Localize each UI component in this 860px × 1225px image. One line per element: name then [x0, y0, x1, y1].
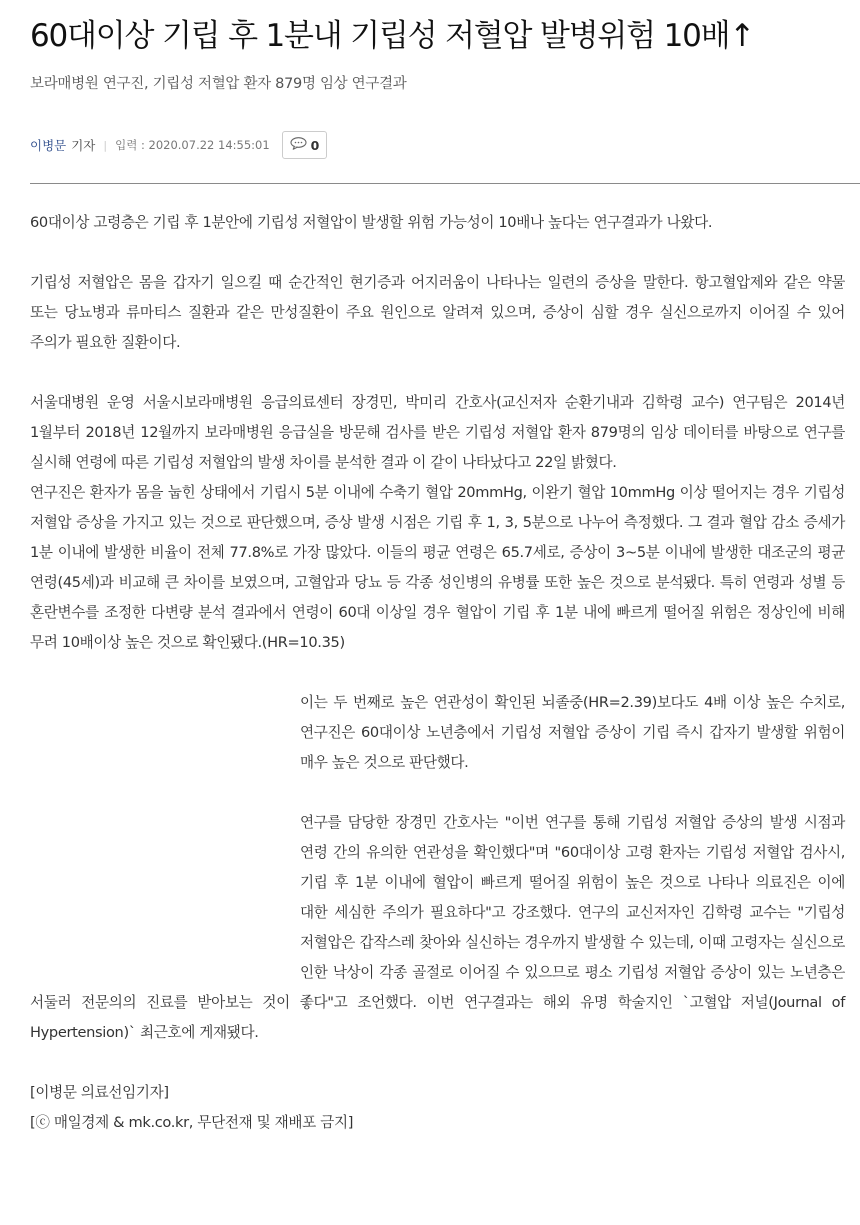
article-paragraph: 연구를 담당한 장경민 간호사는 "이번 연구를 통해 기립성 저혈압 증상의 발생 시점과 연령 간의 유의한 연관성을 확인했다"며 "60대이상 고령 환자는 기립성 저혈압 검사시, 기립 후 1분 이내에 혈압이 빠르게 떨어질 위험이 높은 것으로 나타나 의료진은 이에 대한 세심한 주의가 필요하다"고 강조했다. 연구의 교신저자인 김학령 교수는 "기립성 저혈압은 갑작스레 찾아와 실신하는 경우까지 발생할 수 있는데, 이때 고령자는 실신으로 인한 낙상이 각종 골절로 이어질 수 있으므로 평소 기립성 저혈압 증상이 있는 노년층은 서둘러 전문의의 진료를 받아보는 것이 좋다"고 조언했다. 이번 연구결과는 해외 유명 학술지인 `고혈압 저널(Journal of Hypertension)` 최근호에 게재됐다. — [30, 814, 845, 1041]
ad-placeholder — [30, 634, 300, 964]
publish-date: 입력 : 2020.07.22 14:55:01 — [115, 138, 270, 152]
author-name[interactable]: 이병문 — [30, 138, 67, 153]
article-paragraph: 60대이상 고령층은 기립 후 1분안에 기립성 저혈압이 발생할 위험 가능성이 10배나 높다는 연구결과가 나왔다. — [30, 214, 713, 231]
comment-count: 0 — [310, 137, 320, 153]
article-paragraph: 기립성 저혈압은 몸을 갑자기 일으킬 때 순간적인 현기증과 어지러움이 나타나는 일련의 증상을 말한다. 항고혈압제와 같은 약물 또는 당뇨병과 류마티스 질환과 같은 만성질환이 주요 원인으로 알려져 있으며, 증상이 심할 경우 실신으로까지 이어질 수 있어 주의가 필요한 질환이다. — [30, 274, 845, 351]
article-body — [30, 208, 845, 1138]
comment-button[interactable] — [282, 131, 328, 159]
article-subtitle: 보라매병원 연구진, 기립성 저혈압 환자 879명 임상 연구결과 — [30, 76, 407, 92]
speech-bubble-icon — [290, 137, 307, 153]
header-divider — [30, 183, 860, 184]
article-paragraph: 서울대병원 운영 서울시보라매병원 응급의료센터 장경민, 박미리 간호사(교신저자 순환기내과 김학령 교수) 연구팀은 2014년 1월부터 2018년 12월까지 보라매병원 응급실을 방문해 검사를 받은 기립성 저혈압 환자 879명의 임상 데이터를 바탕으로 연구를 실시해 연령에 따른 기립성 저혈압의 발생 차이를 분석한 결과 이 같이 나타났다고 22일 밝혔다. — [30, 394, 845, 471]
byline-separator: | — [103, 138, 108, 152]
article-paragraph: 이는 두 번째로 높은 연관성이 확인된 뇌졸중(HR=2.39)보다도 4배 이상 높은 수치로, 연구진은 60대이상 노년층에서 기립성 저혈압 증상이 기립 즉시 갑자기 발생할 위험이 매우 높은 것으로 판단했다. — [300, 694, 845, 771]
byline — [30, 129, 327, 161]
article-headline: 60대이상 기립 후 1분내 기립성 저혈압 발병위험 10배↑ — [30, 18, 755, 54]
copyright-notice: [ⓒ 매일경제 & mk.co.kr, 무단전재 및 재배포 금지] — [30, 1114, 354, 1131]
author-role: 기자 — [71, 138, 96, 153]
article-paragraph: 연구진은 환자가 몸을 눕힌 상태에서 기립시 5분 이내에 수축기 혈압 20mmHg, 이완기 혈압 10mmHg 이상 떨어지는 경우 기립성 저혈압 증상을 가지고 있는 것으로 판단했으며, 증상 발생 시점은 기립 후 1, 3, 5분으로 나누어 측정했다. 그 결과 혈압 감소 증세가 1분 이내에 발생한 비율이 전체 77.8%로 가장 많았다. 이들의 평균 연령은 65.7세로, 증상이 3~5분 이내에 발생한 대조군의 평균 연령(45세)과 비교해 큰 차이를 보였으며, 고혈압과 당뇨 등 각종 성인병의 유병률 또한 높은 것으로 분석됐다. 특히 연령과 성별 등 혼란변수를 조정한 다변량 분석 결과에서 연령이 60대 이상일 경우 혈압이 기립 후 1분 내에 빠르게 떨어질 위험은 정상인에 비해 무려 10배이상 높은 것으로 확인됐다.(HR=10.35) — [30, 484, 845, 651]
reporter-credit: [이병문 의료선임기자] — [30, 1084, 169, 1101]
